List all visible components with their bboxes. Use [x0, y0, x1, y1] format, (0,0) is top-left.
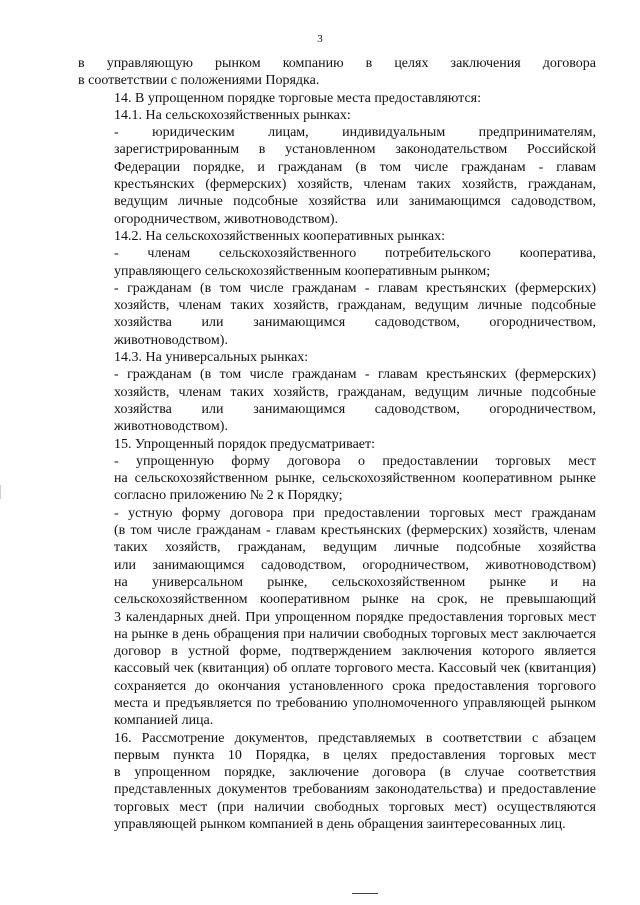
text-line: хозяйства или занимающимся садоводством, огородничеством,: [114, 315, 596, 331]
text-line: торговых мест (при наличии свободных торговых мест) осуществляются: [114, 799, 596, 815]
text-line: - гражданам (в том числе гражданам - главам крестьянских (фермерских): [114, 280, 596, 296]
text-line: в управляющую рынком компанию в целях заключения договора: [78, 56, 596, 71]
text-line: хозяйств, членам таких хозяйств, гражданам, ведущим личные подсобные: [114, 298, 596, 314]
text-line: 16. Рассмотрение документов, представляемых в соответствии с абзацем: [114, 730, 596, 746]
text-line: в упрощенном порядке, заключение договора (в случае соответствия: [114, 765, 596, 781]
paragraph-14-3-item: [78, 366, 596, 435]
text-line: или занимающимся садоводством, огородничеством, животноводством): [114, 557, 596, 573]
paragraph-14-3: [78, 349, 596, 366]
paragraph-14: [78, 90, 596, 107]
text-line: 14.3. На универсальных рынках:: [114, 350, 309, 366]
paragraph-16: [78, 730, 596, 834]
text-line: хозяйства или занимающимся садоводством, огородничеством,: [114, 401, 596, 417]
text-line: хозяйств, членам таких хозяйств, гражданам, ведущим личные подсобные: [114, 384, 596, 400]
text-line: животноводством).: [114, 419, 228, 435]
paragraph-15-item-1: [78, 453, 596, 505]
text-line: первым пункта 10 Порядка, в целях предоставления торговых мест: [114, 747, 596, 763]
paragraph-14-1-item: [78, 124, 596, 228]
text-line: управляющего сельскохозяйственным кооперативным рынком;: [114, 263, 491, 279]
scan-edge-mark: [0, 485, 1, 499]
text-line: сохраняется до окончания установленного срока предоставления торгового: [114, 678, 596, 694]
text-line: на рынке в день обращения при наличии свободных торговых мест заключается: [114, 626, 596, 642]
text-line: - юридическим лицам, индивидуальным предпринимателям,: [114, 125, 596, 141]
text-line: - упрощенную форму договора о предоставлении торговых мест: [114, 453, 596, 469]
text-line: согласно приложению № 2 к Порядку;: [114, 488, 343, 504]
text-line: в соответствии с положениями Порядка.: [78, 73, 320, 89]
paragraph-continuation: [78, 55, 596, 90]
text-line: 14.1. На сельскохозяйственных рынках:: [114, 107, 351, 123]
footer-line: [352, 893, 378, 894]
text-line: договор в устной форме, подтверждением заключения которого является: [114, 644, 596, 660]
paragraph-15-item-2: [78, 505, 596, 730]
text-line: сельскохозяйственном кооперативном рынке на срок, не превышающий: [114, 592, 596, 608]
text-line: представленных документов требованиям законодательства) и предоставление: [114, 782, 596, 798]
text-line: кассовый чек (квитанция) об оплате торгового места. Кассовый чек (квитанция): [114, 661, 596, 677]
text-line: места и предъявляется по требованию уполномоченного управляющей рынком: [114, 695, 596, 711]
text-line: (в том числе гражданам - главам крестьянских (фермерских) хозяйств, членам: [114, 523, 596, 539]
paragraph-14-1: [78, 107, 596, 124]
paragraph-14-2: [78, 228, 596, 245]
page-number: 3: [317, 33, 323, 45]
text-line: ведущим личные подсобные хозяйства или занимающимся садоводством,: [114, 194, 596, 210]
text-line: 15. Упрощенный порядок предусматривает:: [114, 436, 376, 452]
paragraph-15: [78, 436, 596, 453]
text-line: - устную форму договора при предоставлении торговых мест гражданам: [114, 505, 596, 521]
text-line: на сельскохозяйственном рынке, сельскохозяйственном кооперативном рынке: [114, 471, 596, 487]
text-line: 14. В упрощенном порядке торговые места предоставляются:: [114, 90, 481, 106]
text-line: 14.2. На сельскохозяйственных кооперативных рынках:: [114, 228, 446, 244]
text-line: огородничеством, животноводством).: [114, 211, 339, 227]
text-line: 3 календарных дней. При упрощенном порядке предоставления торговых мест: [114, 609, 596, 625]
paragraph-14-2-item-2: [78, 280, 596, 349]
text-line: компанией лица.: [114, 713, 214, 729]
text-line: на универсальном рынке, сельскохозяйственном рынке и на: [114, 574, 596, 590]
paragraph-14-2-item-1: [78, 245, 596, 280]
text-line: животноводством).: [114, 332, 228, 348]
text-line: - членам сельскохозяйственного потребительского кооператива,: [114, 246, 596, 262]
text-line: - гражданам (в том числе гражданам - главам крестьянских (фермерских): [114, 367, 596, 383]
text-line: зарегистрированным в установленном законодательством Российской: [114, 142, 596, 158]
text-line: таких хозяйств, гражданам, ведущим личные подсобные хозяйства: [114, 540, 596, 556]
text-line: управляющей рынком компанией в день обращения заинтересованных лиц.: [114, 817, 566, 833]
text-line: Федерации порядке, и гражданам (в том числе гражданам - главам: [114, 159, 596, 175]
document-body: [78, 55, 596, 833]
text-line: крестьянских (фермерских) хозяйств, членам таких хозяйств, гражданам,: [114, 177, 596, 193]
